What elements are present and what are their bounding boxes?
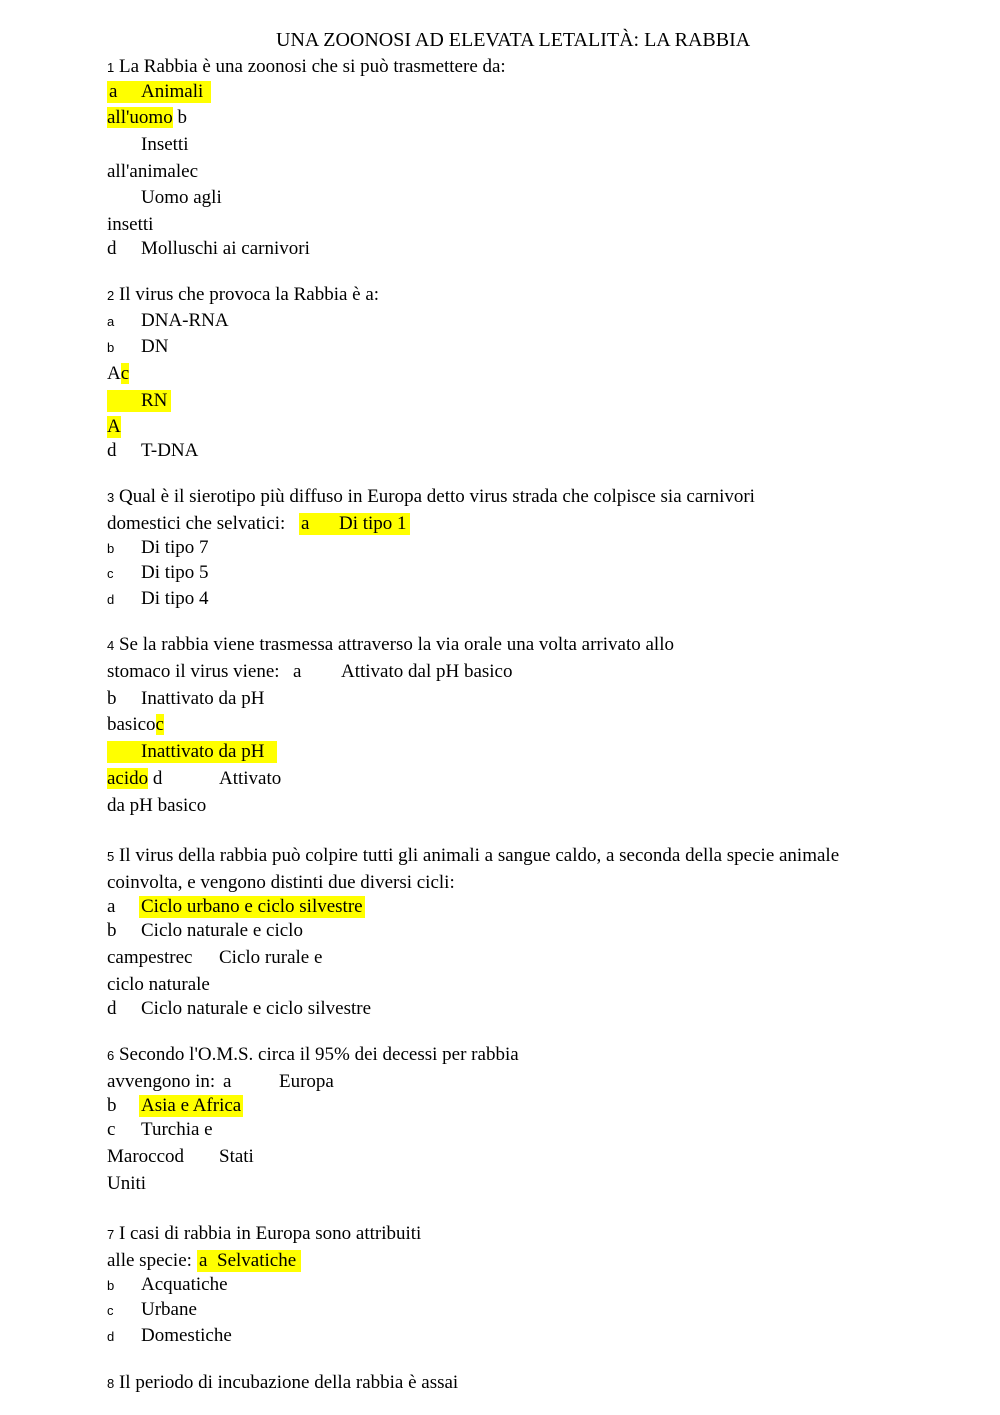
question-text: La Rabbia è una zoonosi che si può trasmettere da: <box>118 56 506 77</box>
option-text: Uomo agli <box>141 187 222 208</box>
option-b <box>107 688 265 710</box>
option-line <box>107 947 192 969</box>
option-a <box>107 896 115 918</box>
option-continuation: A <box>107 363 121 384</box>
question-text-continuation: avvengono in: <box>107 1071 216 1092</box>
option-text: Molluschi ai carnivori <box>141 238 310 259</box>
question-5 <box>107 845 839 868</box>
option-continuation: basico <box>107 714 156 735</box>
option-c <box>107 1299 197 1322</box>
option-line <box>107 513 285 535</box>
option-letter: a <box>301 513 310 534</box>
option-text: Asia e Africa <box>141 1095 242 1116</box>
option-letter: b <box>107 541 115 556</box>
option-letter: b <box>107 920 117 941</box>
option-continuation: Uniti <box>107 1173 147 1194</box>
question-text: Se la rabbia viene trasmessa attraverso la via orale una volta arrivato allo <box>118 634 674 655</box>
question-number: 3 <box>107 490 115 505</box>
option-text: Stati <box>219 1146 254 1167</box>
question-text-continuation: coinvolta, e vengono distinti due diversi cicli: <box>107 872 455 893</box>
question-4 <box>107 634 674 657</box>
question-6 <box>107 1044 519 1067</box>
option-d <box>107 588 209 611</box>
question-text: Il virus della rabbia può colpire tutti gli animali a sangue caldo, a seconda della specie animale <box>118 845 840 866</box>
option-letter: d <box>107 1329 115 1344</box>
option-continuation: A <box>107 416 121 437</box>
option-c-highlight <box>107 741 277 763</box>
option-b <box>107 336 169 359</box>
option-text: Animali <box>141 81 204 102</box>
option-line <box>107 661 280 683</box>
option-letter: a <box>293 661 302 682</box>
question-text: Il periodo di incubazione della rabbia è assai <box>118 1372 459 1393</box>
option-text: Domestiche <box>141 1325 232 1346</box>
option-line <box>107 768 162 790</box>
option-b <box>107 1274 228 1297</box>
option-letter: d <box>174 1146 185 1167</box>
option-continuation: da pH basico <box>107 795 207 816</box>
option-d <box>107 1325 232 1348</box>
option-continuation: campestre <box>107 947 185 968</box>
option-letter: a <box>199 1250 208 1271</box>
option-letter: c <box>155 714 164 735</box>
option-letter: c <box>184 947 193 968</box>
option-letter: d <box>107 998 117 1019</box>
option-text: Urbane <box>141 1299 197 1320</box>
option-letter: c <box>107 1119 116 1140</box>
option-text: Turchia e <box>141 1119 213 1140</box>
option-a <box>107 310 229 333</box>
page-title: UNA ZOONOSI AD ELEVATA LETALITÀ: LA RABBIA <box>276 29 751 51</box>
question-8 <box>107 1372 458 1395</box>
option-b <box>107 537 209 560</box>
option-letter: c <box>107 566 114 581</box>
option-text: RN <box>141 390 168 411</box>
option-line <box>107 714 164 736</box>
question-text: Qual è il sierotipo più diffuso in Europa detto virus strada che colpisce sia carnivori <box>118 486 755 507</box>
option-continuation: Marocco <box>107 1146 175 1167</box>
option-letter: b <box>107 688 117 709</box>
option-letter: c <box>120 363 130 384</box>
option-text: Attivato <box>219 768 282 789</box>
option-text: Selvatiche <box>217 1250 297 1271</box>
option-letter: b <box>107 340 115 355</box>
option-text: Ciclo rurale e <box>219 947 323 968</box>
option-letter: b <box>107 1095 117 1116</box>
option-continuation: all'animale <box>107 161 190 182</box>
option-line <box>107 161 198 183</box>
option-letter: a <box>223 1071 232 1092</box>
option-continuation: all'uomo <box>107 107 173 128</box>
option-c <box>107 1119 213 1141</box>
option-text: Acquatiche <box>141 1274 228 1295</box>
option-letter: c <box>107 1303 114 1318</box>
option-b <box>107 1095 117 1117</box>
option-text: Di tipo 4 <box>141 588 209 609</box>
option-a-highlight <box>299 513 410 535</box>
question-text-continuation: alle specie: <box>107 1250 192 1271</box>
option-text: Europa <box>279 1071 334 1092</box>
question-text-continuation: domestici che selvatici: <box>107 513 286 534</box>
option-text: Ciclo naturale e ciclo <box>141 920 303 941</box>
option-d <box>107 998 372 1020</box>
option-letter: a <box>107 314 115 329</box>
option-text: Inattivato da pH <box>141 688 265 709</box>
option-text: DNA-RNA <box>141 310 229 331</box>
option-letter: d <box>107 238 117 259</box>
option-continuation: ciclo naturale <box>107 974 210 995</box>
question-number: 7 <box>107 1227 115 1242</box>
question-text: Il virus che provoca la Rabbia è a: <box>118 284 380 305</box>
option-continuation: acido <box>107 768 149 789</box>
option-d <box>107 238 310 260</box>
option-text: T-DNA <box>141 440 199 461</box>
option-line <box>107 363 129 385</box>
option-text: DN <box>141 336 169 357</box>
option-d <box>107 440 199 462</box>
option-text: Di tipo 7 <box>141 537 209 558</box>
question-7 <box>107 1223 421 1246</box>
question-number: 1 <box>107 60 115 75</box>
question-text: I casi di rabbia in Europa sono attribuiti <box>118 1223 422 1244</box>
question-text: Secondo l'O.M.S. circa il 95% dei decessi per rabbia <box>118 1044 519 1065</box>
option-line <box>107 1071 215 1093</box>
option-line <box>107 107 187 129</box>
question-2 <box>107 284 379 307</box>
option-letter: b <box>107 1278 115 1293</box>
question-text-continuation: stomaco il virus viene: <box>107 661 280 682</box>
option-a-highlight <box>197 1250 301 1272</box>
option-text: Ciclo urbano e ciclo silvestre <box>141 896 363 917</box>
question-number: 6 <box>107 1048 115 1063</box>
question-3 <box>107 486 755 509</box>
option-text: Ciclo naturale e ciclo silvestre <box>141 998 372 1019</box>
option-text: Insetti <box>141 134 189 155</box>
option-continuation: insetti <box>107 214 154 235</box>
question-number: 8 <box>107 1376 115 1391</box>
option-text: Di tipo 1 <box>339 513 407 534</box>
option-letter: c <box>189 161 198 182</box>
option-text: Di tipo 5 <box>141 562 209 583</box>
option-line <box>107 1146 184 1168</box>
option-letter: a <box>107 896 116 917</box>
option-text: Inattivato da pH <box>141 741 265 762</box>
option-letter: d <box>107 592 115 607</box>
option-letter: d <box>152 768 163 789</box>
question-number: 2 <box>107 288 115 303</box>
option-letter: b <box>177 107 187 128</box>
option-a-highlight <box>107 81 211 103</box>
option-letter: d <box>107 440 117 461</box>
option-letter: a <box>109 81 118 102</box>
question-1 <box>107 56 506 79</box>
option-b <box>107 920 303 942</box>
option-c-highlight <box>107 390 171 412</box>
option-c <box>107 562 209 585</box>
option-text: Attivato dal pH basico <box>341 661 513 682</box>
question-number: 4 <box>107 638 115 653</box>
question-number: 5 <box>107 849 115 864</box>
